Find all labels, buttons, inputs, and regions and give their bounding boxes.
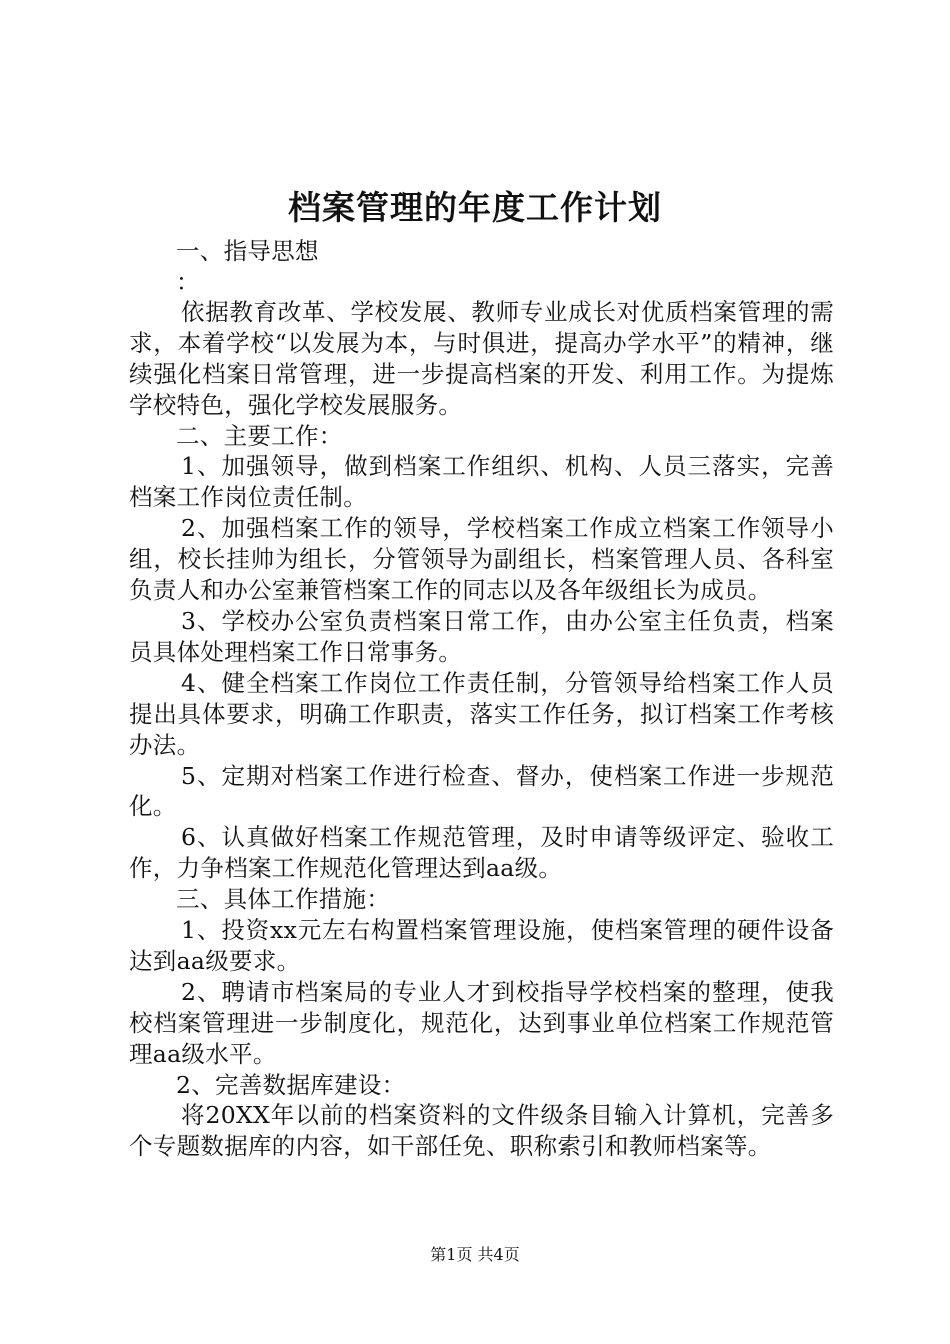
stray-colon: ： [176,267,200,296]
paragraph-main-work-6: 6、认真做好档案工作规范管理，及时申请等级评定、验收工作，力争档案工作规范化管理达到aa级。 [129,823,834,883]
paragraph-database: 将20XX年以前的档案资料的文件级条目输入计算机，完善多个专题数据库的内容，如干部任免、职称索引和教师档案等。 [129,1101,834,1161]
paragraph-main-work-1: 1、加强领导，做到档案工作组织、机构、人员三落实，完善档案工作岗位责任制。 [129,452,834,512]
section-heading-measures: 三、具体工作措施： [176,885,391,914]
paragraph-main-work-2: 2、加强档案工作的领导，学校档案工作成立档案工作领导小组，校长挂帅为组长，分管领导为副组长，档案管理人员、各科室负责人和办公室兼管档案工作的同志以及各年级组长为成员。 [129,514,834,605]
paragraph-guiding-ideology: 依据教育改革、学校发展、教师专业成长对优质档案管理的需求，本着学校“以发展为本，与时俱进，提高办学水平”的精神，继续强化档案日常管理，进一步提高档案的开发、利用工作。为提炼学校特色，强化学校发展服务。 [129,297,834,419]
paragraph-measures-1: 1、投资xx元左右构置档案管理设施，使档案管理的硬件设备达到aa级要求。 [129,916,834,975]
paragraph-main-work-5: 5、定期对档案工作进行检查、督办，使档案工作进一步规范化。 [129,761,834,821]
section-heading-database: 2、完善数据库建设： [176,1070,406,1099]
page-footer: 第1页 共4页 [430,1245,520,1264]
paragraph-main-work-3: 3、学校办公室负责档案日常工作，由办公室主任负责，档案员具体处理档案工作日常事务。 [129,606,834,666]
section-heading-main-work: 二、主要工作： [176,421,343,450]
paragraph-measures-2: 2、聘请市档案局的专业人才到校指导学校档案的整理，使我校档案管理进一步制度化，规范化，达到事业单位档案工作规范管理aa级水平。 [129,977,834,1068]
document-title: 档案管理的年度工作计划 [288,188,662,227]
section-heading-guiding-ideology: 一、指导思想 [176,237,319,265]
paragraph-main-work-4: 4、健全档案工作岗位工作责任制，分管领导给档案工作人员提出具体要求，明确工作职责，落实工作任务，拟订档案工作考核办法。 [129,668,834,759]
document-body [129,236,834,1162]
